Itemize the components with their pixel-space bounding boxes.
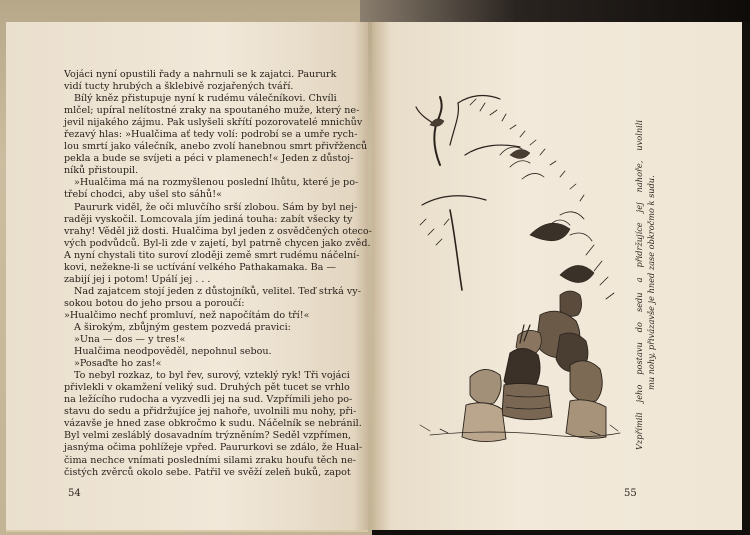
text-line: čima nechce vnímati posledními silami zraku houfu těch ne- xyxy=(64,454,357,466)
text-line: Vojáci nyní opustili řady a nahrnuli se k zajatci. Paururk xyxy=(64,69,337,80)
text-line: raději vyskočil. Lomcovala jím jediná touha: zabít všecky ty xyxy=(64,213,353,225)
text-line: Byl velmi zesláblý dosavadním trýzněním? Seděl vzpřímen, xyxy=(64,430,352,442)
text-line: přivlekli v okamžení veliký sud. Druhých pět tucet se vrhlo xyxy=(64,382,350,394)
text-line: níků přistoupil. xyxy=(64,165,139,177)
left-page xyxy=(6,22,372,532)
illustration-caption xyxy=(633,120,669,450)
text-line: »Posaďte ho zas!« xyxy=(74,358,162,370)
caption-line: mu nohy, přivázavše je hned zase obkročmo k sudu. xyxy=(646,175,656,390)
text-line: na ležícího rudocha a vyzvedli jej na sud. Vzpřímili jeho po- xyxy=(64,394,353,406)
illustration xyxy=(410,85,628,445)
text-line: vrahy! Věděl již dosti. Hualčima byl jeden z osvědčených oteco- xyxy=(64,225,372,237)
text-line: sokou botou do jeho prsou a poroučí: xyxy=(64,297,245,309)
text-line: vidí tucty hrubých a šklebivě rozjařených tváří. xyxy=(64,81,294,93)
text-line: Hualčima neodpověděl, nepohnul sebou. xyxy=(74,346,272,358)
text-line: jasnýma očima pohlížeje vpřed. Paururkovi se zdálo, že Hual- xyxy=(64,442,363,454)
text-line: A širokým, zbůjným gestem pozvedá pravici: xyxy=(74,321,291,333)
text-line: zabijí jej i potom! Upálí jej . . . xyxy=(64,273,211,285)
caption-line: Vzpřímili jeho postavu do sedu a přidržujíce jej nahoře, uvolnili xyxy=(634,120,644,450)
text-line: »Hualčimo nechť promluví, než napočítám do tří!« xyxy=(64,309,310,321)
text-line: Paururk viděl, že oči mluvčího srší zlobou. Sám by byl nej- xyxy=(74,201,358,213)
right-page-number: 55 xyxy=(624,488,637,499)
text-line: vázavše je hned zase obkročmo k sudu. Náčelník se nebránil. xyxy=(64,418,362,430)
text-line: lou smrtí jako válečník, anebo zvolí hanebnou smrt přivřženců xyxy=(64,141,368,153)
text-line: vých podvůdců. Byl-li zde v zajetí, byl patrně chycen jako zvěd. xyxy=(64,237,371,249)
book-cover-shadow xyxy=(360,0,750,22)
text-line: A nyní chystali tito suroví zloději země smrt rudému náčelní- xyxy=(64,249,360,261)
text-line: pekla a bude se svíjeti a péci v plamenech!« Jeden z důstoj- xyxy=(64,153,354,165)
left-page-text xyxy=(64,69,372,479)
text-line: »Una — dos — y tres!« xyxy=(74,334,186,346)
left-page-number: 54 xyxy=(68,488,81,499)
text-line: čistých zvěrců okolo sebe. Patřil ve svěží zeleň buků, zapot xyxy=(64,466,351,478)
text-line: mlčel; upíral nelítostné zraky na spoutaného muže, který ne- xyxy=(64,105,360,117)
text-line: »Hualčima má na rozmyšlenou poslední lhůtu, které je po- xyxy=(74,177,359,189)
text-line: jevil nijakého zájmu. Pak uslyšeli skřítí pozorovatelé mnichův xyxy=(64,117,363,129)
text-line: Nad zajatcem stojí jeden z důstojníků, velitel. Teď strká vy- xyxy=(74,285,361,297)
text-line: řezavý hlas: »Hualčima ať tedy volí: podrobí se a umře rych- xyxy=(64,129,358,141)
text-line: stavu do sedu a přidržujíce jej nahoře, uvolnili mu nohy, při- xyxy=(64,406,357,418)
text-line: Bílý kněz přistupuje nyní k rudému válečníkovi. Chvíli xyxy=(74,93,337,105)
text-line: kovi, nežekne-li se uctívání velkého Pathakamaka. Ba — xyxy=(64,261,336,273)
text-line: To nebyl rozkaz, to byl řev, surový, vzteklý ryk! Tři vojáci xyxy=(74,370,350,382)
text-line: třebí chodci, aby ušel sto sáhů!« xyxy=(64,189,222,201)
